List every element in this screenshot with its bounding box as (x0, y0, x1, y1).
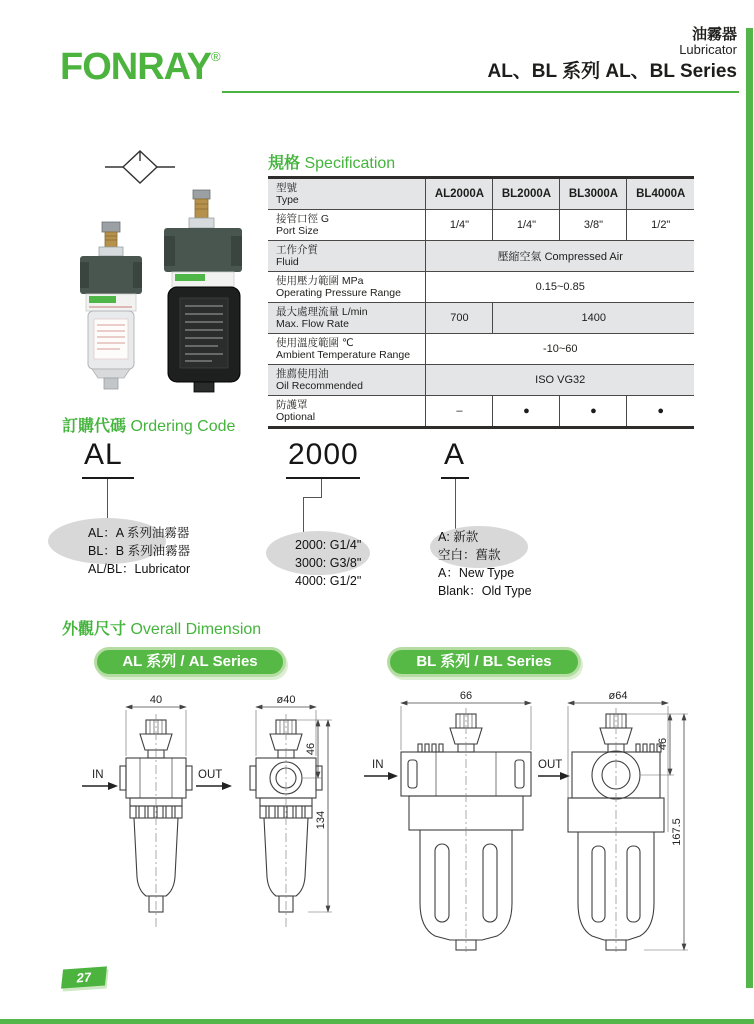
al-series-banner: AL 系列 / AL Series (94, 647, 286, 677)
spec-row-temperature (268, 334, 694, 365)
code-underline (286, 477, 360, 479)
spec-heading-zh: 規格 (268, 155, 301, 172)
dimension-heading-en: Overall Dimension (130, 621, 262, 638)
spec-cell: ● (560, 396, 627, 428)
product-photos (52, 182, 262, 400)
spec-cell: ● (493, 396, 560, 428)
spec-row-label: 最大處理流量 L/min Max. Flow Rate (268, 303, 426, 334)
spec-model-header: AL2000A (426, 178, 493, 210)
page-number-badge: 27 (61, 966, 107, 988)
code-note-1: AL：A 系列油霧器 BL：B 系列油霧器 AL/BL：Lubricator (88, 526, 191, 576)
spec-type-label (268, 178, 426, 210)
spec-row-pressure (268, 272, 694, 303)
spec-cell: 1/4" (493, 210, 560, 241)
spec-type-label-zh: 型號 (276, 182, 297, 194)
code-connector-line (303, 497, 304, 534)
spec-row-optional (268, 396, 694, 428)
spec-row-label: 使用溫度範圍 ℃ Ambient Temperature Range (268, 334, 426, 365)
spec-model-header: BL3000A (560, 178, 627, 210)
al-out-label: OUT (198, 769, 223, 781)
code-connector-line (455, 479, 456, 530)
spec-cell: 壓縮空氣 Compressed Air (426, 241, 694, 272)
spec-cell: 3/8" (560, 210, 627, 241)
code-underline (82, 477, 134, 479)
right-edge-bar (746, 28, 753, 988)
spec-row-flow (268, 303, 694, 334)
bl-series-banner: BL 系列 / BL Series (387, 647, 581, 677)
ordering-heading (62, 413, 235, 436)
spec-heading-en: Specification (304, 155, 396, 172)
spec-row-label: 使用壓力範圍 MPa Operating Pressure Range (268, 272, 426, 303)
spec-row-label: 推薦使用油 Oil Recommended (268, 365, 426, 396)
spec-heading (268, 150, 395, 173)
spec-row-port-size (268, 210, 694, 241)
spec-row-label: 防護罩 Optional (268, 396, 426, 428)
spec-cell: 700 (426, 303, 493, 334)
brand-logo (60, 46, 221, 89)
bl-series-drawing (360, 688, 692, 954)
bl-out-label: OUT (538, 759, 563, 771)
series-title: AL、BL 系列 AL、BL Series (487, 61, 737, 83)
spec-header-row (268, 178, 694, 210)
al-dim-upper-label: 46 (305, 742, 317, 756)
spec-row-oil (268, 365, 694, 396)
ordering-heading-en: Ordering Code (130, 418, 236, 435)
bottom-edge-bar (0, 1019, 754, 1024)
ordering-code-segment-1: AL (84, 438, 123, 471)
spec-cell: 1400 (493, 303, 694, 334)
spec-cell: 1/2" (627, 210, 694, 241)
al-dim-width-label: 40 (149, 694, 163, 706)
spec-cell: – (426, 396, 493, 428)
spec-row-label: 工作介質 Fluid (268, 241, 426, 272)
dimension-heading (62, 616, 261, 639)
spec-row-label: 接管口徑 G Port Size (268, 210, 426, 241)
bl-dim-diameter-label: ø64 (608, 690, 628, 702)
header-rule (222, 91, 739, 93)
al-dim-height-label: 134 (315, 810, 327, 830)
spec-cell: 0.15~0.85 (426, 272, 694, 303)
bl-dim-width-label: 66 (459, 690, 473, 702)
ordering-code-segment-3: A (444, 438, 466, 471)
spec-model-header: BL4000A (627, 178, 694, 210)
ordering-code-segment-2: 2000 (288, 438, 359, 471)
product-title-zh: 油霧器 (691, 26, 737, 43)
bl-in-label: IN (372, 759, 384, 771)
dimension-heading-zh: 外觀尺寸 (62, 621, 127, 638)
bl-dim-upper-label: 46 (657, 737, 669, 751)
code-connector-line (321, 479, 322, 498)
spec-cell: 1/4" (426, 210, 493, 241)
code-note-3: A: 新款 空白：舊款 A：New Type Blank：Old Type (438, 530, 532, 598)
brand-name: FONRAY (60, 46, 211, 88)
ordering-heading-zh: 訂購代碼 (62, 418, 127, 435)
page-title (487, 26, 737, 83)
spec-cell: ● (627, 396, 694, 428)
al-in-label: IN (92, 769, 104, 781)
code-connector-line (303, 497, 322, 498)
bl-dim-height-label: 167.5 (671, 818, 683, 846)
spec-cell: -10~60 (426, 334, 694, 365)
bl-product-photo (164, 190, 242, 392)
al-dim-diameter-label: ø40 (276, 694, 296, 706)
registered-mark: ® (210, 49, 221, 64)
lubricator-symbol-icon (105, 148, 175, 186)
product-title-en: Lubricator (679, 42, 737, 58)
spec-model-header: BL2000A (493, 178, 560, 210)
al-series-drawing (70, 692, 332, 940)
code-note-2: 2000: G1/4" 3000: G3/8" 4000: G1/2" (295, 538, 362, 588)
spec-row-fluid (268, 241, 694, 272)
spec-table (268, 176, 694, 429)
spec-cell: ISO VG32 (426, 365, 694, 396)
spec-type-label-en: Type (276, 194, 299, 206)
al-product-photo (80, 222, 142, 389)
